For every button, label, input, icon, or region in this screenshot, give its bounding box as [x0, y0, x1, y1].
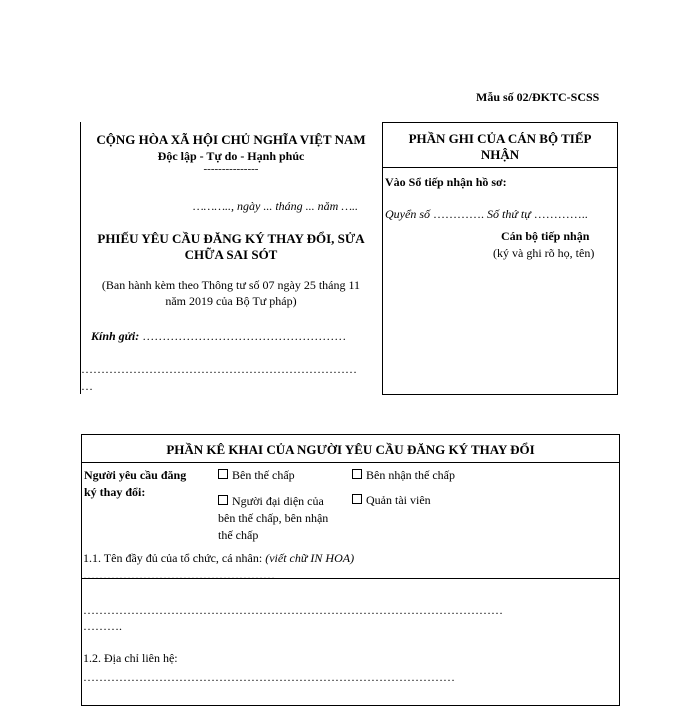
representative-label-line-3: thế chấp [218, 528, 259, 542]
option-representative[interactable] [218, 493, 328, 544]
representative-checkbox[interactable] [218, 495, 228, 505]
book-seq-line [385, 207, 588, 222]
form-title-line-1: PHIẾU YÊU CẦU ĐĂNG KÝ THAY ĐỔI, SỬA [97, 231, 365, 246]
addressee-line [91, 329, 381, 344]
field-1-1-label [83, 551, 354, 566]
field-1-1-hint: (viết chữ IN HOA) [265, 551, 355, 565]
seq-label: Số thứ tự [487, 207, 531, 221]
option-mortgagee[interactable] [352, 468, 455, 483]
reception-divider [383, 167, 617, 168]
field-1-1-input[interactable]: ………………………………………… [83, 568, 275, 582]
entry-label: Vào Sổ tiếp nhận hồ sơ: [385, 175, 507, 189]
issued-note-line-2: năm 2019 của Bộ Tư pháp) [165, 294, 297, 308]
form-number: Mẫu số 02/ĐKTC-SCSS [476, 90, 600, 104]
field-1-2-input[interactable]: ………………………………………………………………………………… [83, 670, 455, 684]
requester-label-line-2: ký thay đổi: [84, 485, 146, 499]
dots-line: … [81, 379, 93, 393]
administrator-label: Quản tài viên [366, 493, 431, 507]
book-label: Quyển số [385, 207, 430, 221]
mortgagor-label: Bên thế chấp [232, 468, 295, 482]
field-1-1-input[interactable]: ………. [83, 619, 122, 633]
date-line: ……….., ngày ... tháng ... năm ….. [193, 199, 359, 213]
option-mortgagor[interactable] [218, 468, 295, 483]
motto: Độc lập - Tự do - Hạnh phúc [157, 149, 305, 163]
requester-label-line-1: Người yêu cầu đăng [84, 468, 187, 482]
reception-box [382, 122, 618, 395]
field-1-1-input[interactable]: …………………………………………………………………………………………… [83, 603, 503, 617]
officer-label: Cán bộ tiếp nhận [501, 229, 590, 243]
mortgagee-checkbox[interactable] [352, 469, 362, 479]
mortgagor-checkbox[interactable] [218, 469, 228, 479]
dots-line: …………………………………………………………… [81, 362, 357, 376]
addressee-label: Kính gửi: [91, 329, 140, 343]
reception-title-line-2: NHẬN [480, 147, 520, 162]
option-administrator[interactable] [352, 493, 431, 508]
book-dots: …………. [433, 207, 484, 221]
representative-label-line-1: Người đại diện của [232, 494, 324, 508]
field-1-1-text: 1.1. Tên đầy đủ của tổ chức, cá nhân: [83, 551, 263, 565]
declaration-title: PHẦN KÊ KHAI CỦA NGƯỜI YÊU CẦU ĐĂNG KÝ THAY ĐỔI [82, 435, 619, 463]
mortgagee-label: Bên nhận thế chấp [366, 468, 455, 482]
nation-name: CỘNG HÒA XÃ HỘI CHỦ NGHĨA VIỆT NAM [96, 132, 366, 147]
field-1-2-label: 1.2. Địa chỉ liên hệ: [83, 651, 178, 665]
separator: --------------- [203, 163, 259, 175]
declaration-section [81, 434, 620, 706]
seq-dots: ………….. [533, 207, 588, 221]
form-title-line-2: CHỮA SAI SÓT [184, 247, 278, 262]
form-header-left [80, 122, 381, 394]
reception-title-line-1: PHẦN GHI CỦA CÁN BỘ TIẾP [408, 131, 592, 146]
representative-label-line-2: bên thế chấp, bên nhận [218, 511, 329, 525]
issued-note-line-1: (Ban hành kèm theo Thông tư số 07 ngày 25 tháng 11 [101, 278, 361, 292]
addressee-dots: …………………………………………… [142, 329, 347, 343]
administrator-checkbox[interactable] [352, 494, 362, 504]
officer-note: (ký và ghi rõ họ, tên) [493, 246, 595, 260]
